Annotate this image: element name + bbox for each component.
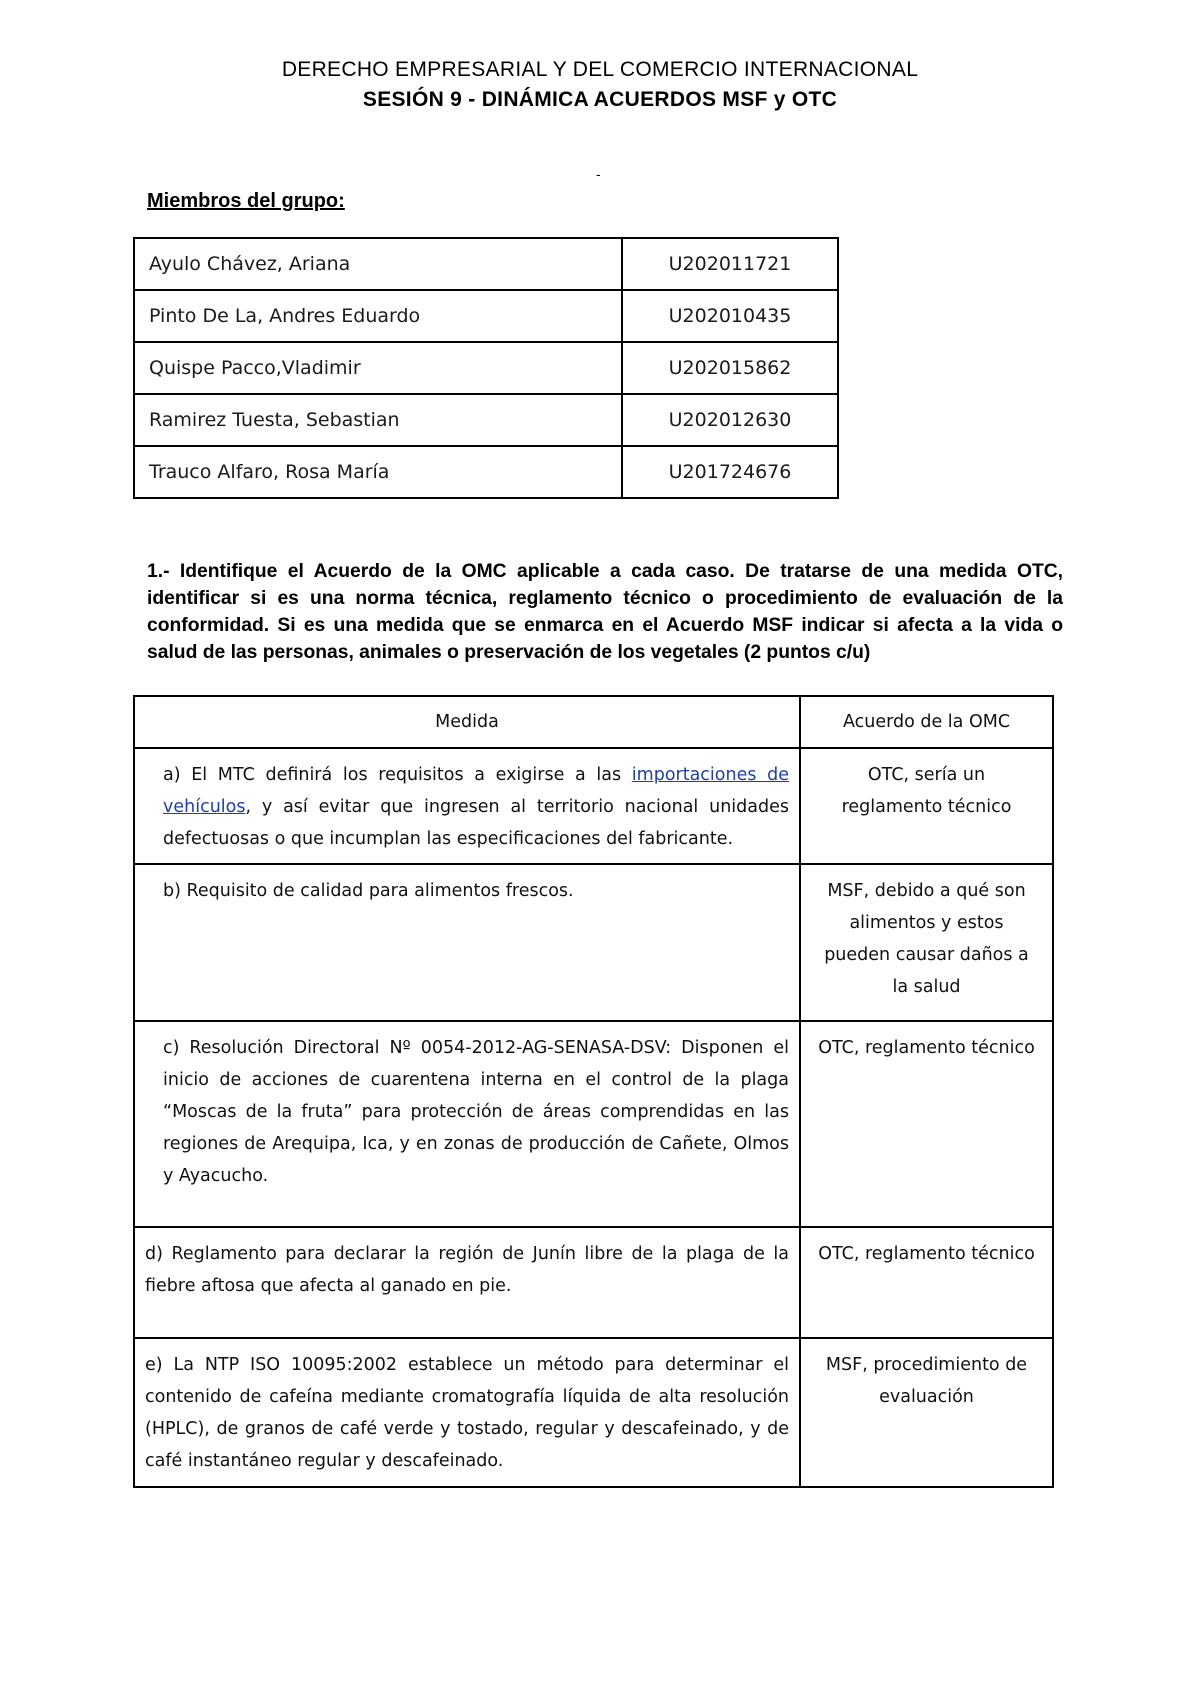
measure-cell-d: d) Reglamento para declarar la región de Junín libre de la plaga de la fiebre aftosa que afecta al ganado en pie.: [134, 1227, 800, 1338]
table-row: [134, 748, 1053, 864]
member-name: Ayulo Chávez, Ariana: [134, 238, 622, 290]
imports-link[interactable]: importaciones de vehículos: [163, 765, 790, 817]
table-row: [134, 238, 838, 290]
members-table: [133, 237, 839, 499]
agreement-cell-c: OTC, reglamento técnico: [800, 1021, 1053, 1227]
measure-text-a-end: , y así evitar que ingresen al territorio nacional unidades defectuosas o que incumplan las especificaciones del fabricante.: [163, 797, 789, 849]
question-text: 1.- Identifique el Acuerdo de la OMC aplicable a cada caso. De tratarse de una medida OTC, identificar si es una norma técnica, reglamento técnico o procedimiento de evaluación de la conformidad. Si es una medida que se enmarca en el Acuerdo MSF indicar si afecta a la vida o salud de las personas, animales o preservación de los vegetales (2 puntos c/u): [147, 561, 1063, 663]
table-header-row: [134, 696, 1053, 748]
session-subtitle: SESIÓN 9 - DINÁMICA ACUERDOS MSF y OTC: [362, 88, 838, 111]
agreement-cell-e: MSF, procedimiento de evaluación: [800, 1338, 1053, 1487]
member-id: U202011721: [622, 238, 838, 290]
table-row: [134, 1021, 1053, 1227]
member-id: U202012630: [622, 394, 838, 446]
member-name: Ramirez Tuesta, Sebastian: [134, 394, 622, 446]
column-header-measure: Medida: [134, 696, 800, 748]
agreement-cell-b: MSF, debido a qué son alimentos y estos pueden causar daños a la salud: [800, 864, 1053, 1021]
document-title: DERECHO EMPRESARIAL Y DEL COMERCIO INTERNACIONAL: [281, 58, 919, 81]
member-name: Pinto De La, Andres Eduardo: [134, 290, 622, 342]
measure-cell-e: e) La NTP ISO 10095:2002 establece un método para determinar el contenido de cafeína mediante cromatografía líquida de alta resolución (HPLC), de granos de café verde y tostado, regular y descafeinado, y de café instantáneo regular y descafeinado.: [134, 1338, 800, 1487]
member-id: U202015862: [622, 342, 838, 394]
member-id: U201724676: [622, 446, 838, 498]
agreement-cell-d: OTC, reglamento técnico: [800, 1227, 1053, 1338]
agreement-cell-a: OTC, sería un reglamento técnico: [800, 748, 1053, 864]
measure-cell-a: [134, 748, 800, 864]
column-header-agreement: Acuerdo de la OMC: [800, 696, 1053, 748]
table-row: [134, 342, 838, 394]
member-name: Quispe Pacco,Vladimir: [134, 342, 622, 394]
members-label: Miembros del grupo:: [147, 190, 345, 212]
table-row: [134, 290, 838, 342]
member-name: Trauco Alfaro, Rosa María: [134, 446, 622, 498]
table-row: [134, 1338, 1053, 1487]
table-row: [134, 446, 838, 498]
measure-cell-c: c) Resolución Directoral Nº 0054-2012-AG-SENASA-DSV: Disponen el inicio de acciones de cuarentena interna en el control de la plaga “Moscas de la fruta” para protección de áreas comprendidas en las regiones de Arequipa, Ica, y en zonas de producción de Cañete, Olmos y Ayacucho.: [134, 1021, 800, 1227]
measure-cell-b: b) Requisito de calidad para alimentos frescos.: [134, 864, 800, 1021]
table-row: [134, 1227, 1053, 1338]
measures-table: [133, 695, 1054, 1488]
table-row: [134, 394, 838, 446]
separator-mark: -: [596, 166, 601, 182]
table-row: [134, 864, 1053, 1021]
measure-text-a-start: a) El MTC definirá los requisitos a exigirse a las: [163, 765, 632, 785]
member-id: U202010435: [622, 290, 838, 342]
